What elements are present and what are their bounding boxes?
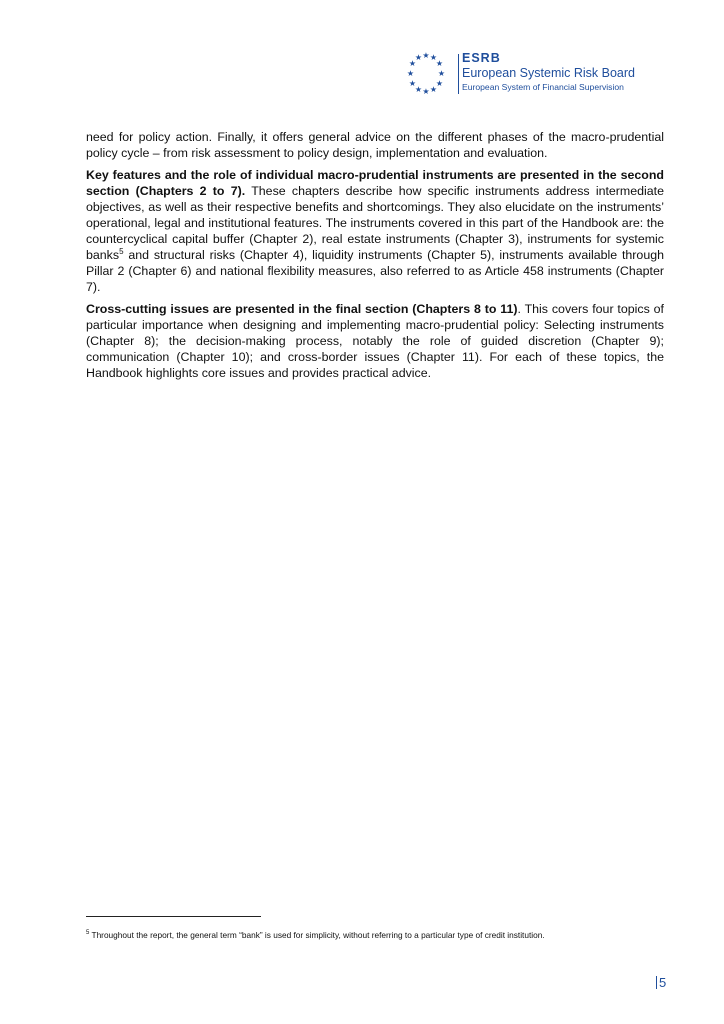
svg-text:★: ★ bbox=[429, 85, 438, 94]
paragraph-2-text-a: These chapters describe how specific instruments address intermediate objectives, as well as their respective benefits and shortcomings. They also elucidate on the instruments’ operational, legal and institutional features. The instruments covered in this part of the Handbook are: the countercyclical capital buffer (Chapter 2), real estate instruments (Chapter 3), instruments for systemic banks bbox=[86, 184, 665, 262]
svg-text:★: ★ bbox=[429, 53, 438, 62]
footnote-text: Throughout the report, the general term “bank” is used for simplicity, without referring to a particular type of credit institution. bbox=[89, 930, 545, 940]
paragraph-2-text-b: and structural risks (Chapter 4), liquidity instruments (Chapter 5), instruments available through Pillar 2 (Chapter 6) and national flexibility measures, also referred to as Article 458 instruments (Chapter 7). bbox=[86, 248, 664, 294]
footnote-ref[interactable]: 5 bbox=[119, 246, 124, 256]
svg-text:★: ★ bbox=[422, 52, 430, 60]
logo-acronym: ESRB bbox=[462, 51, 501, 65]
logo-text bbox=[462, 52, 635, 93]
page-number bbox=[656, 975, 666, 990]
logo-name: European Systemic Risk Board bbox=[462, 66, 635, 80]
paragraph-2-lead: Key features and the role of individual macro-prudential instruments are presented in the second section (Chapters 2 to 7). bbox=[86, 168, 664, 198]
paragraph-3-lead: Cross-cutting issues are presented in the final section (Chapters 8 to 11) bbox=[86, 302, 518, 316]
esrb-logo bbox=[404, 52, 664, 98]
paragraph-1: need for policy action. Finally, it offers general advice on the different phases of the macro-prudential policy cycle – from risk assessment to policy design, implementation and evaluation. bbox=[86, 130, 664, 160]
svg-text:★: ★ bbox=[408, 59, 417, 68]
footnote bbox=[86, 930, 666, 941]
paragraph-3-text: . This covers four topics of particular importance when designing and implementing macro-prudential policy: Selecting instruments (Chapter 8); the decision-making process, notably the role of guided discretion (Chapter 9); communication (Chapter 10); and cross-border issues (Chapter 11). For each of these topics, the Handbook highlights core issues and provides practical advice. bbox=[86, 302, 664, 380]
svg-text:★: ★ bbox=[408, 79, 417, 88]
svg-text:★: ★ bbox=[414, 53, 423, 62]
footnote-separator bbox=[86, 916, 261, 917]
logo-divider bbox=[458, 54, 459, 94]
svg-text:★: ★ bbox=[437, 69, 446, 78]
eu-stars-icon bbox=[404, 52, 448, 96]
body-text bbox=[86, 129, 664, 387]
paragraph-3 bbox=[86, 301, 664, 381]
svg-text:★: ★ bbox=[435, 59, 444, 68]
paragraph-2 bbox=[86, 167, 664, 295]
svg-text:★: ★ bbox=[422, 87, 430, 96]
footnote-number: 5 bbox=[86, 930, 90, 937]
svg-text:★: ★ bbox=[435, 79, 444, 88]
svg-text:★: ★ bbox=[406, 69, 415, 78]
svg-text:★: ★ bbox=[414, 85, 423, 94]
logo-subtitle: European System of Financial Supervision bbox=[462, 82, 624, 92]
page-number-bar bbox=[656, 976, 657, 989]
page-number-value: 5 bbox=[659, 975, 667, 990]
